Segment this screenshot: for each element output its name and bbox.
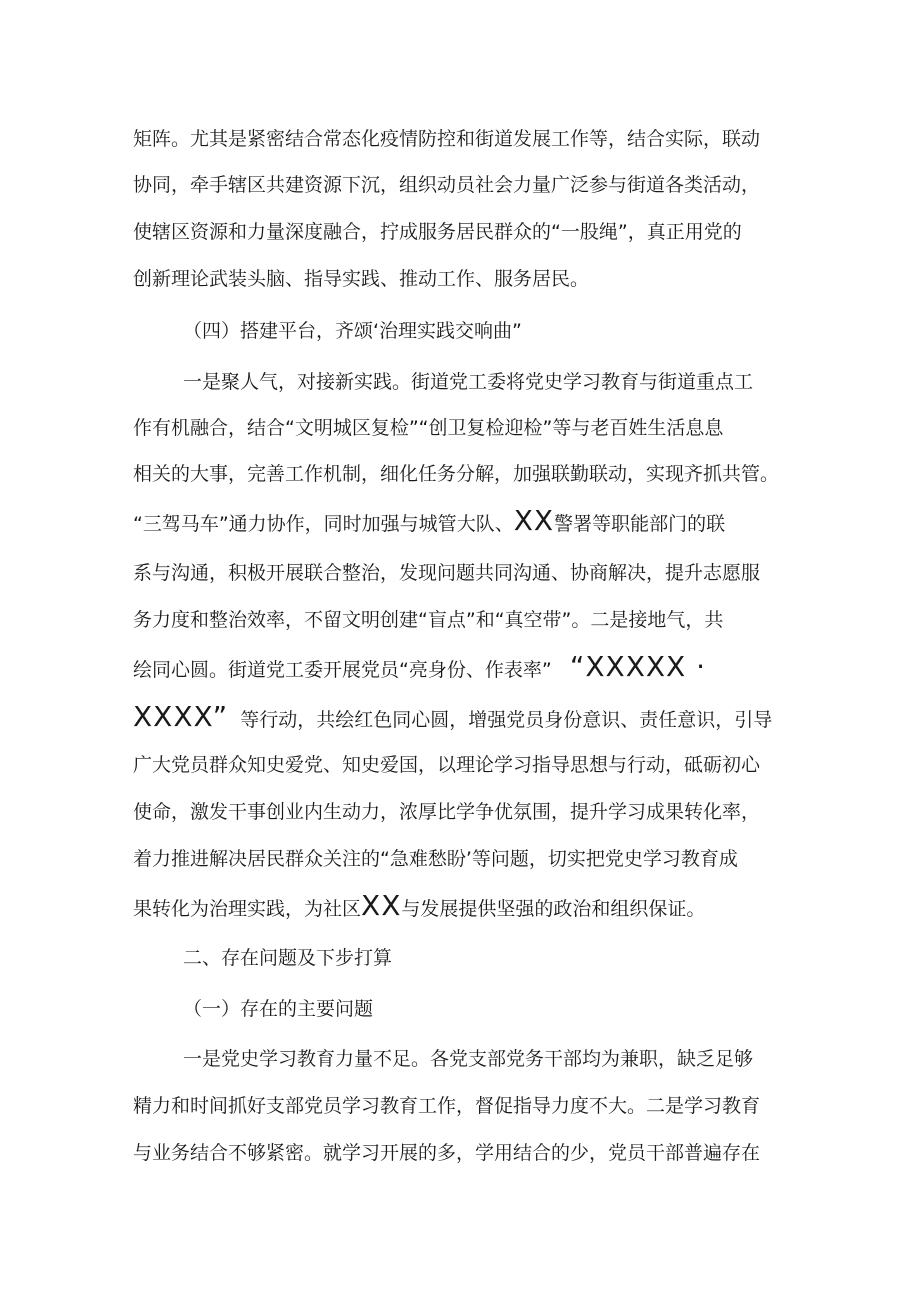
body-line bbox=[133, 700, 773, 734]
body-line: 一是聚人气，对接新实践。街道党工委将党史学习教育与街道重点工 bbox=[183, 371, 754, 393]
body-line: 使辖区资源和力量深度融合，拧成服务居民群众的“一股绳”，真正用党的 bbox=[133, 221, 742, 243]
subsection-heading: （一）存在的主要问题 bbox=[183, 998, 374, 1020]
placeholder-xx: XX bbox=[513, 504, 555, 537]
line-text: 绘同心圆。街道党工委开展党员“亮身份、作表率” bbox=[133, 659, 552, 681]
section-heading: （四）搭建平台，齐颂‘治理实践交响曲” bbox=[183, 320, 522, 342]
section-heading: 二、存在问题及下步打算 bbox=[183, 947, 393, 969]
placeholder-quote: XXXX” bbox=[133, 700, 229, 733]
body-line: 精力和时间抓好支部党员学习教育工作，督促指导力度不大。二是学习教育 bbox=[133, 1095, 761, 1117]
body-line: 协同，牵手辖区共建资源下沉，组织动员社会力量广泛参与街道各类活动， bbox=[133, 174, 761, 196]
body-line: 一是党史学习教育力量不足。各党支部党务干部均为兼职，缺乏足够 bbox=[183, 1048, 754, 1070]
body-line: 系与沟通，积极开展联合整治，发现问题共同沟通、协商解决，提升志愿服 bbox=[133, 562, 761, 584]
line-text: 与发展提供坚强的政治和组织保证。 bbox=[401, 898, 706, 920]
line-text: 警署等职能部门的联 bbox=[554, 513, 726, 535]
body-line: 相关的大事，完善工作机制，细化任务分解，加强联勤联动，实现齐抓共管。 bbox=[133, 463, 780, 485]
body-line: 矩阵。尤其是紧密结合常态化疫情防控和街道发展工作等，结合实际，联动 bbox=[133, 128, 761, 150]
body-line bbox=[133, 889, 706, 923]
body-line: 作有机融合，结合“文明城区复检”“创卫复检迎检”等与老百姓生活息息 bbox=[133, 417, 724, 439]
body-line: 广大党员群众知史爱党、知史爱国，以理论学习指导思想与行动，砥砺初心 bbox=[133, 754, 761, 776]
body-line: 着力推进解决居民群众关注的“急难愁盼’等问题，切实把党史学习教育成 bbox=[133, 848, 738, 870]
line-text: “三驾马车”通力协作，同时加强与城管大队、 bbox=[133, 513, 514, 535]
body-line: 务力度和整治效率，不留文明创建“盲点”和“真空带”。二是接地气，共 bbox=[133, 609, 724, 631]
line-text: 等行动，共绘红色同心圆，增强党员身份意识、责任意识，引导 bbox=[240, 709, 773, 731]
body-line: 创新理论武装头脑、指导实践、推动工作、服务居民。 bbox=[133, 268, 590, 290]
body-line bbox=[133, 504, 726, 538]
placeholder-quote: “XXXXX · bbox=[569, 650, 707, 683]
placeholder-xx: XX bbox=[361, 889, 402, 922]
body-line: 使命，激发干事创业内生动力，浓厚比学争优氛围，提升学习成果转化率， bbox=[133, 801, 761, 823]
line-text: 果转化为治理实践，为社区 bbox=[133, 898, 362, 920]
body-line bbox=[133, 650, 707, 684]
body-line: 与业务结合不够紧密。就学习开展的多，学用结合的少，党员干部普遍存在 bbox=[133, 1142, 761, 1164]
